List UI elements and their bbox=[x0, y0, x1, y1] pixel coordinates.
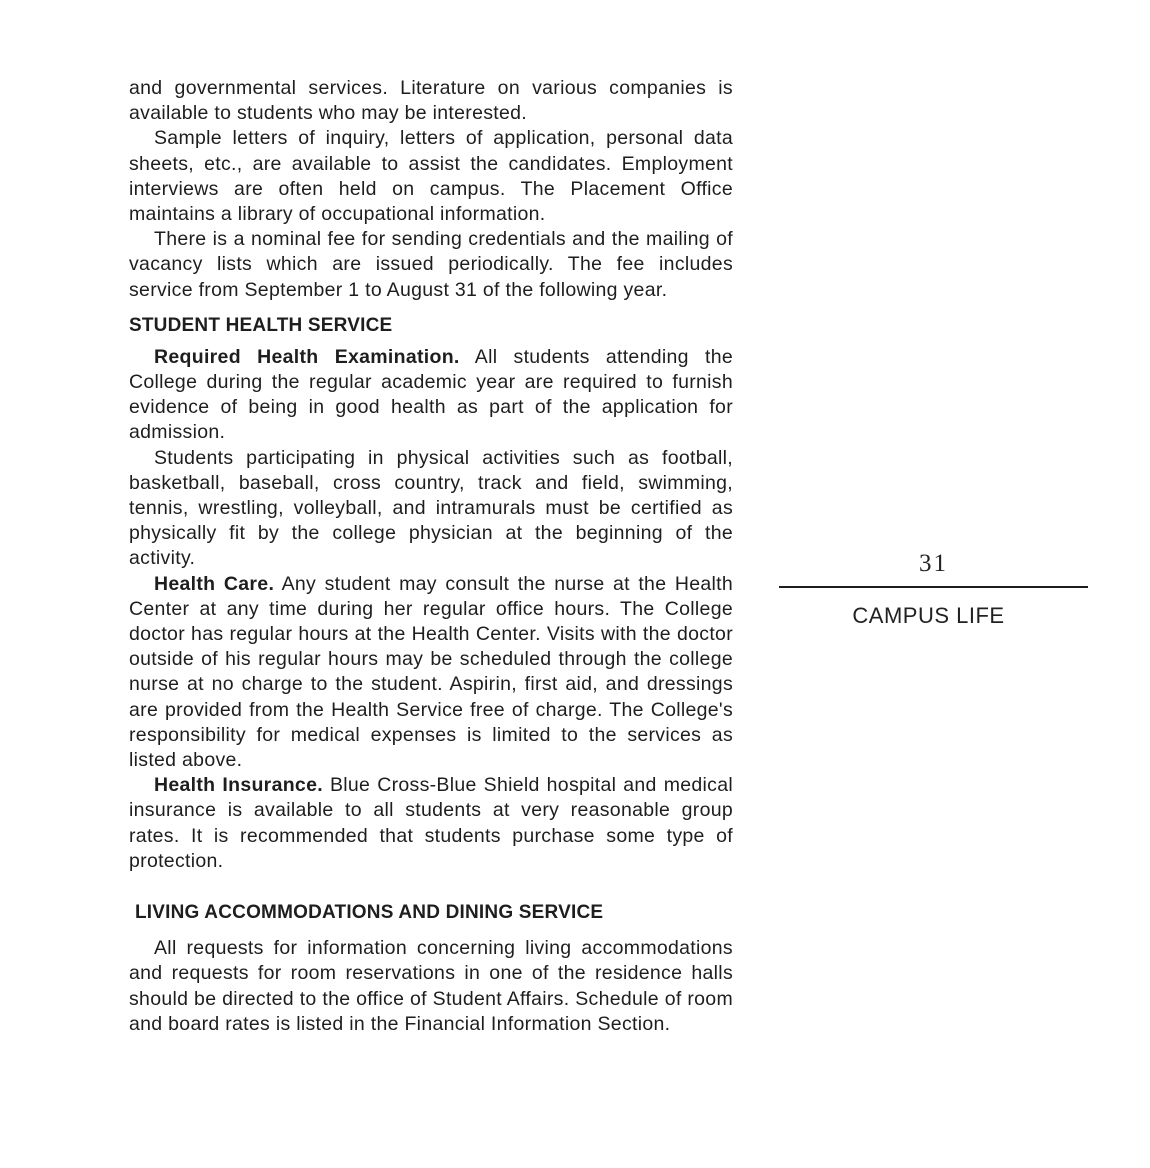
page-number: 31 bbox=[919, 550, 948, 577]
main-text-column bbox=[129, 76, 733, 1037]
placement-paragraph-2: Sample letters of inquiry, letters of application, personal data sheets, etc., are available to assist the candidates. Employment interviews are often held on campus. The Placement Office maintains a library of occupational information. bbox=[129, 127, 733, 226]
health-insurance-title: Health Insurance. bbox=[154, 774, 323, 797]
living-accommodations-heading: LIVING ACCOMMODATIONS AND DINING SERVICE bbox=[135, 902, 604, 924]
health-exam-paragraph bbox=[129, 345, 733, 446]
placement-paragraph-3: There is a nominal fee for sending credentials and the mailing of vacancy lists which are issued periodically. The fee includes service from September 1 to August 31 of the following year. bbox=[129, 228, 733, 301]
health-insurance-text: Blue Cross-Blue Shield hospital and medical insurance is available to all students at very reasonable group rates. It is recommended that students purchase some type of protection. bbox=[129, 774, 734, 872]
health-care-text: Any student may consult the nurse at the Health Center at any time during her regular office hours. The College doctor has regular hours at the Health Center. Visits with the doctor outside of his regular hours may be scheduled through the college nurse at no charge to the student. Aspirin, first aid, and dressings are provided from the Health Service free of charge. The College's responsibility for medical expenses is limited to the services as listed above. bbox=[129, 572, 733, 772]
health-insurance-paragraph bbox=[129, 773, 733, 874]
page-marker bbox=[779, 548, 1088, 630]
health-service-heading: STUDENT HEALTH SERVICE bbox=[129, 314, 393, 336]
health-care-title: Health Care. bbox=[154, 572, 275, 595]
section-name: CAMPUS LIFE bbox=[852, 603, 1005, 628]
health-exam-text: All students attending the College during the regular academic year are required to furnish evidence of being in good health as part of the application for admission. bbox=[129, 345, 733, 444]
living-accommodations-paragraph: All requests for information concerning living accommodations and requests for room reservations in one of the residence halls should be directed to the office of Student Affairs. Schedule of room and board rates is listed in the Financial Information Section. bbox=[129, 937, 733, 1035]
placement-paragraph-1: and governmental services. Literature on various companies is available to students who may be interested. bbox=[129, 77, 733, 125]
health-exam-title: Required Health Examination. bbox=[154, 345, 460, 368]
health-care-paragraph bbox=[129, 572, 733, 774]
physical-activities-paragraph: Students participating in physical activities such as football, basketball, baseball, cross country, track and field, swimming, tennis, wrestling, volleyball, and intramurals must be certified as physically fit by the college physician at the beginning of the activity. bbox=[129, 446, 733, 570]
divider-rule bbox=[779, 586, 1088, 588]
